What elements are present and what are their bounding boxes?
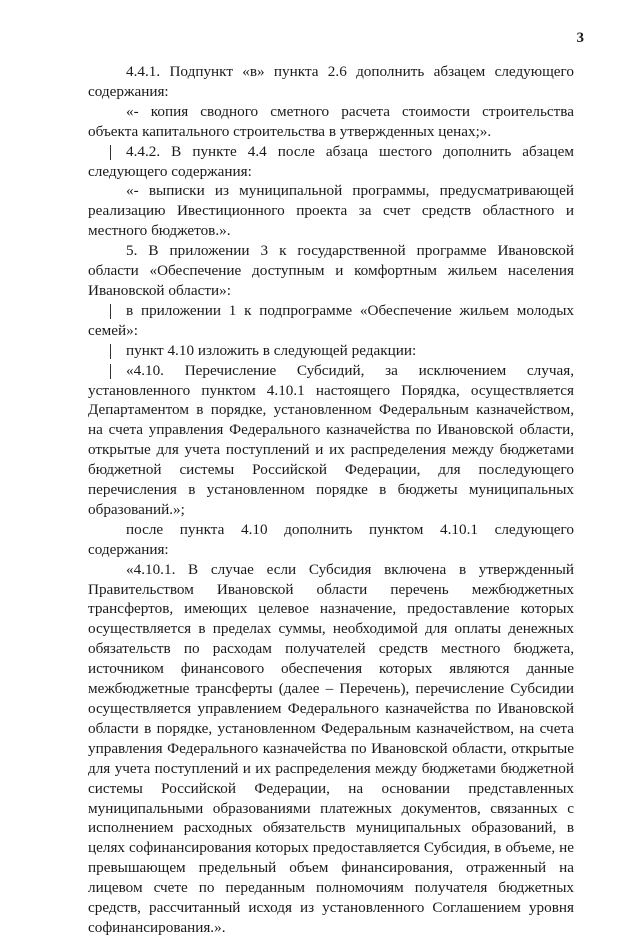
paragraph-text: пункт 4.10 изложить в следующей редакции:: [126, 341, 417, 359]
page-number: 3: [576, 30, 584, 46]
paragraph-text: после пункта 4.10 дополнить пунктом 4.10.1 следующего содержания:: [88, 520, 574, 558]
document-body: [88, 62, 574, 938]
paragraph-4-4-1: [88, 62, 574, 102]
paragraph-text: 5. В приложении 3 к государственной программе Ивановской области «Обеспечение доступным и комфортным жильем населения Ивановской области»:: [88, 242, 574, 299]
paragraph-5: [88, 241, 574, 301]
paragraph-text: «4.10. Перечисление Субсидий, за исключением случая, установленного пунктом 4.10.1 настоящего Порядка, осуществляется Департаментом в порядке, установленном Федеральным казначейством, на счета управления Федерального казначейства по Ивановской области, открытые для учета поступлений и их распределения между бюджетами бюджетной системы Российской Федерации, для последующего перечисления в установленном порядке в бюджеты муниципальных образований.»;: [88, 361, 574, 518]
paragraph-text: 4.4.2. В пункте 4.4 после абзаца шестого дополнить абзацем следующего содержания:: [88, 142, 574, 180]
paragraph-text: в приложении 1 к подпрограмме «Обеспечение жильем молодых семей»:: [88, 301, 574, 339]
paragraph-4-10: [88, 361, 574, 520]
margin-mark: [110, 344, 111, 359]
paragraph-text: «- выписки из муниципальной программы, предусматривающей реализацию Ивестиционного проекта за счет средств областного и местного бюджетов.».: [88, 182, 574, 240]
paragraph-text: «4.10.1. В случае если Субсидия включена в утвержденный Правительством Ивановской области перечень межбюджетных трансфертов, имеющих целевое назначение, предоставление которых осуществляется в пределах суммы, необходимой для оплаты денежных обязательств по расходам получателей средств местного бюджета, источником финансового обеспечения которых являются данные межбюджетные трансферты (далее – Перечень), перечисление Субсидии осуществляется управлением Федерального казначейства по Ивановской области в порядке, установленном Федеральным казначейством, на счета управления Федерального казначейства по Ивановской области, открытые для учета поступлений и их распределения между бюджетами бюджетной системы Российской Федерации, на основании представленных муниципальными образованиями платежных документов, связанных с исполнением расходных обязательств муниципальных образований, в целях софинансирования которых предоставляется Субсидия, в объеме, не превышающем предельный объем финансирования, отраженный на лицевом счете по переданным полномочиям получателя бюджетных средств, рассчитанный исходя из установленного Соглашением уровня софинансирования.».: [88, 560, 574, 936]
paragraph-after-4-10: [88, 520, 574, 560]
paragraph-copy-estimate: [88, 102, 574, 142]
paragraph-extracts: [88, 181, 574, 241]
paragraph-point-4-10-intro: [88, 341, 574, 361]
margin-mark: [110, 304, 111, 319]
paragraph-appendix-1: [88, 301, 574, 341]
margin-mark: [110, 364, 111, 379]
paragraph-4-10-1: [88, 560, 574, 938]
margin-mark: [110, 145, 111, 160]
paragraph-text: 4.4.1. Подпункт «в» пункта 2.6 дополнить абзацем следующего содержания:: [88, 63, 574, 100]
paragraph-text: «- копия сводного сметного расчета стоимости строительства объекта капитального строительства в утвержденных ценах;».: [88, 102, 574, 140]
paragraph-4-4-2: [88, 142, 574, 182]
